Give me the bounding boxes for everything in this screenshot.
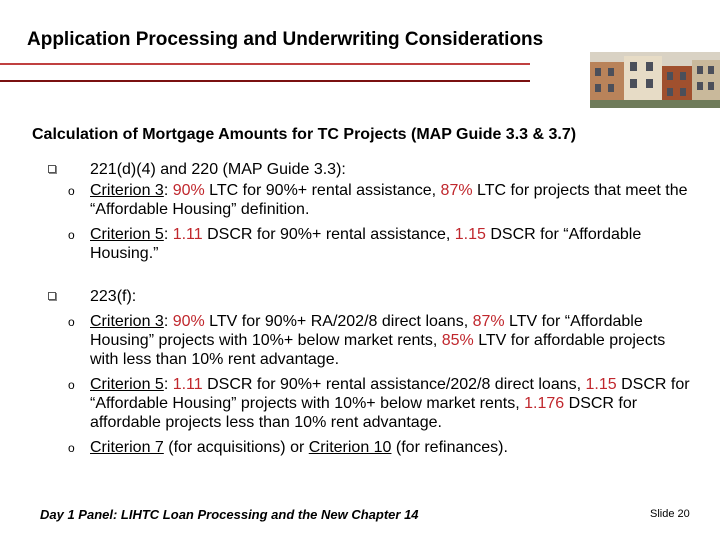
criterion-link: Criterion 5 (90, 226, 164, 243)
title-rule-top (0, 63, 530, 65)
subtitle: Calculation of Mortgage Amounts for TC Projects (MAP Guide 3.3 & 3.7) (32, 126, 577, 143)
list-item: o Criterion 5: 1.11 DSCR for 90%+ rental assistance/202/8 direct loans, 1.15 DSCR for “Affordable Housing” projects with 10%+ below market rents, 1.176 DSCR for affordable projects less than 10% rent advantage. (68, 376, 690, 431)
bullet-content (48, 160, 698, 457)
criterion-link: Criterion 3 (90, 182, 164, 199)
criterion-link: Criterion 7 (90, 439, 164, 456)
list-item: o Criterion 3: 90% LTV for 90%+ RA/202/8 direct loans, 87% LTV for “Affordable Housing” projects with 10%+ below market rents, 85% LTV for affordable projects with less than 10% rent advantage. (68, 313, 666, 368)
square-bullet-icon (48, 165, 56, 173)
title-rule-bottom (0, 80, 530, 82)
list-item: o Criterion 5: 1.11 DSCR for 90%+ rental assistance, 1.15 DSCR for “Affordable Housing.” (68, 226, 642, 262)
section-221d4 (48, 160, 698, 179)
circle-bullet-icon: o (68, 228, 75, 242)
slide-title: Application Processing and Underwriting Considerations (27, 29, 544, 50)
criterion-link: Criterion 3 (90, 313, 164, 330)
list-item: o Criterion 3: 90% LTC for 90%+ rental assistance, 87% LTC for projects that meet the “Affordable Housing” definition. (68, 182, 688, 218)
slide-number: Slide 20 (650, 508, 690, 520)
section-223f (48, 287, 698, 306)
criterion-link: Criterion 10 (308, 439, 392, 456)
section-heading: 221(d)(4) and 220 (MAP Guide 3.3): (90, 161, 346, 178)
criterion-link: Criterion 5 (90, 376, 164, 393)
section-heading: 223(f): (90, 288, 137, 305)
building-photo (590, 52, 720, 108)
footer-text: Day 1 Panel: LIHTC Loan Processing and the New Chapter 14 (40, 507, 419, 522)
circle-bullet-icon: o (68, 184, 75, 198)
circle-bullet-icon: o (68, 441, 75, 455)
list-item: o Criterion 7 (for acquisitions) or Criterion 10 (for refinances). (68, 439, 508, 456)
square-bullet-icon (48, 292, 56, 300)
circle-bullet-icon: o (68, 378, 75, 392)
circle-bullet-icon: o (68, 315, 75, 329)
